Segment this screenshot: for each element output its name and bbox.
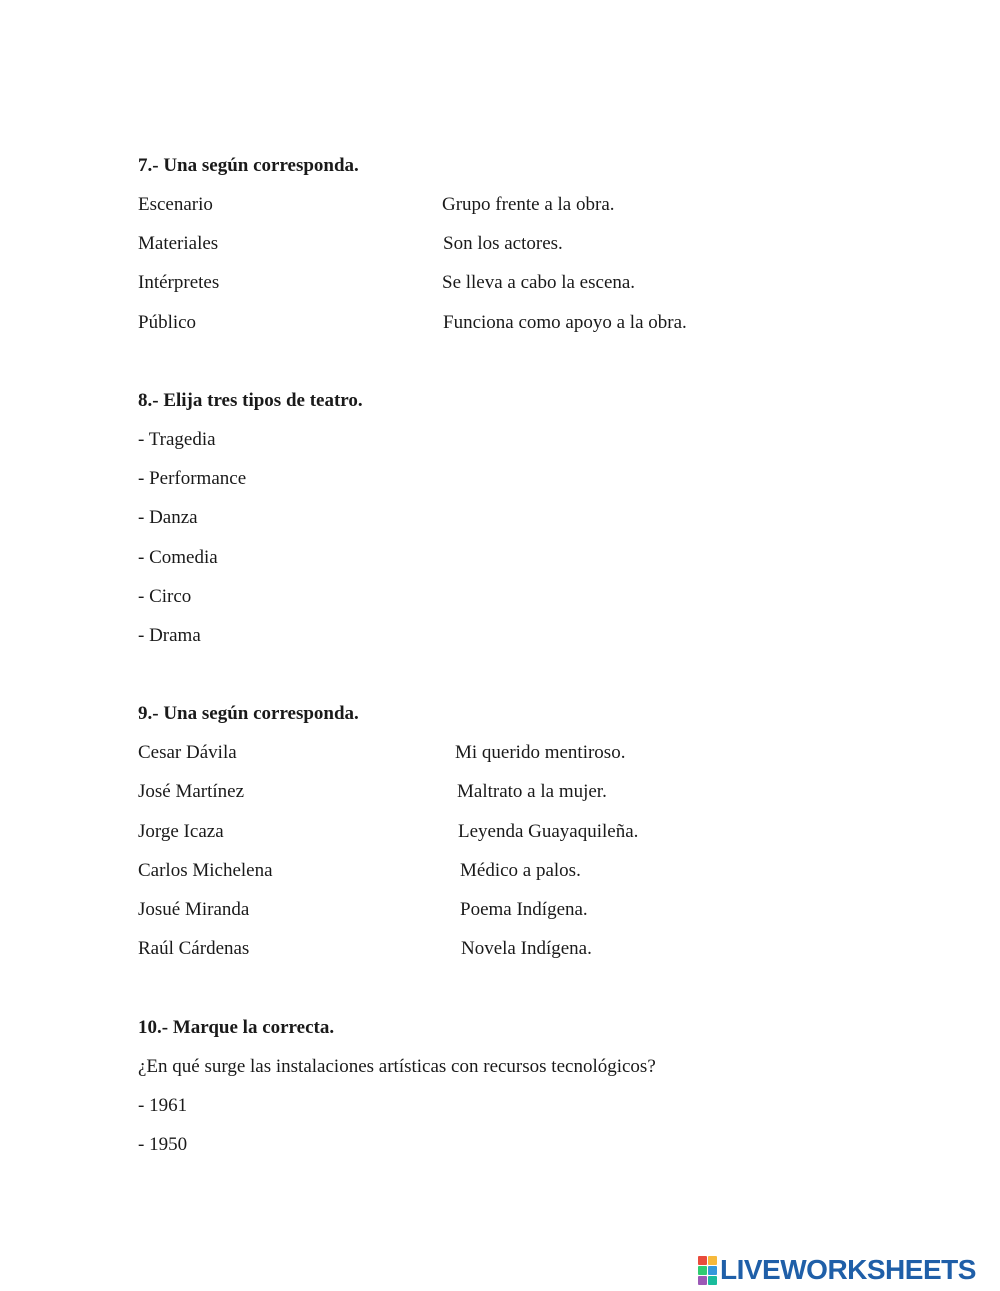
q9-right-item: Poema Indígena.	[460, 899, 588, 920]
logo-block	[698, 1256, 707, 1265]
q7-right-item: Funciona como apoyo a la obra.	[443, 312, 687, 333]
logo-block	[708, 1276, 717, 1285]
q7-left-item: Escenario	[138, 194, 213, 215]
logo-block	[708, 1266, 717, 1275]
q9-left-item: Cesar Dávila	[138, 742, 237, 763]
logo-text: LIVEWORKSHEETS	[720, 1254, 976, 1285]
q9-left-item: Jorge Icaza	[138, 821, 224, 842]
q8-option: - Circo	[138, 586, 192, 607]
q7-left-item: Público	[138, 312, 197, 333]
q8-option: - Performance	[138, 468, 247, 489]
q8-option: - Drama	[138, 625, 201, 646]
q9-right-item: Médico a palos.	[460, 860, 581, 881]
q8-heading: 8.- Elija tres tipos de teatro.	[138, 390, 363, 411]
q7-heading: 7.- Una según corresponda.	[138, 155, 359, 176]
q8-option: - Comedia	[138, 547, 218, 568]
logo-block	[708, 1256, 717, 1265]
q10-option: - 1961	[138, 1095, 188, 1116]
q10-question: ¿En qué surge las instalaciones artísticas con recursos tecnológicos?	[138, 1056, 656, 1077]
q9-left-item: Raúl Cárdenas	[138, 938, 250, 959]
q7-right-item: Se lleva a cabo la escena.	[442, 272, 636, 293]
q8-option: - Tragedia	[138, 429, 216, 450]
q10-heading: 10.- Marque la correcta.	[138, 1017, 335, 1038]
logo-blocks-icon	[698, 1256, 717, 1285]
q9-left-item: José Martínez	[138, 781, 245, 802]
logo-block	[698, 1276, 707, 1285]
q9-heading: 9.- Una según corresponda.	[138, 703, 359, 724]
q7-right-item: Grupo frente a la obra.	[442, 194, 615, 215]
q9-right-item: Maltrato a la mujer.	[457, 781, 607, 802]
q9-left-item: Josué Miranda	[138, 899, 250, 920]
logo-block	[698, 1266, 707, 1275]
q9-right-item: Mi querido mentiroso.	[455, 742, 626, 763]
q10-option: - 1950	[138, 1134, 188, 1155]
q7-left-item: Intérpretes	[138, 272, 220, 293]
q7-left-item: Materiales	[138, 233, 219, 254]
liveworksheets-logo	[698, 1255, 976, 1285]
q9-right-item: Novela Indígena.	[461, 938, 592, 959]
q9-right-item: Leyenda Guayaquileña.	[458, 821, 639, 842]
q7-right-item: Son los actores.	[443, 233, 563, 254]
q9-left-item: Carlos Michelena	[138, 860, 273, 881]
q8-option: - Danza	[138, 507, 198, 528]
